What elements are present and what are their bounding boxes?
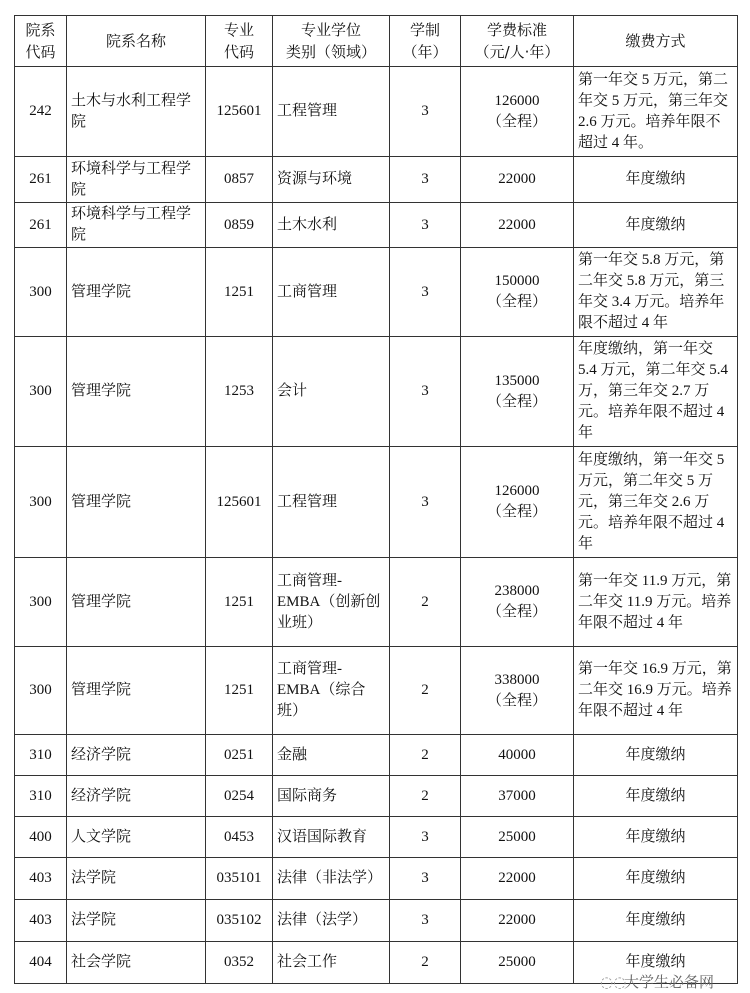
cell-years: 3 <box>390 858 461 900</box>
cell-major: 1251 <box>206 248 273 337</box>
cell-code: 300 <box>15 447 67 558</box>
table-row <box>15 157 738 203</box>
cell-major: 1253 <box>206 337 273 447</box>
cell-years: 3 <box>390 248 461 337</box>
cell-years: 3 <box>390 817 461 858</box>
fee-text: 25000 <box>498 954 536 970</box>
fee-text: 22000 <box>498 870 536 886</box>
cell-major: 035101 <box>206 858 273 900</box>
cell-code: 300 <box>15 558 67 647</box>
cell-fee <box>461 647 574 735</box>
column-header <box>15 16 67 67</box>
cell-field: 法律（非法学） <box>273 858 390 900</box>
fee-text: 338000（全程） <box>486 671 547 709</box>
column-header <box>273 16 390 67</box>
cell-code: 403 <box>15 900 67 942</box>
cell-name: 法学院 <box>67 900 206 942</box>
table-row <box>15 900 738 942</box>
cell-field: 工程管理 <box>273 447 390 558</box>
cell-code: 400 <box>15 817 67 858</box>
column-header-text: 专业代码 <box>224 21 255 61</box>
cell-name: 管理学院 <box>67 558 206 647</box>
watermark-text: 大学生必备网 <box>624 973 715 991</box>
cell-name: 管理学院 <box>67 647 206 735</box>
cell-pay: 年度缴纳 <box>574 157 738 203</box>
cell-years: 2 <box>390 776 461 817</box>
cell-fee <box>461 67 574 157</box>
fee-text: 40000 <box>498 746 536 763</box>
cell-years: 2 <box>390 558 461 647</box>
column-header-text: （元/人·年） <box>474 43 560 61</box>
cell-name: 管理学院 <box>67 447 206 558</box>
cell-years: 3 <box>390 157 461 203</box>
cell-fee <box>461 337 574 447</box>
cell-field: 金融 <box>273 735 390 776</box>
watermark <box>600 974 714 991</box>
column-header-text: 学制（年） <box>402 21 448 61</box>
cell-major: 1251 <box>206 558 273 647</box>
cell-field: 土木水利 <box>273 203 390 248</box>
column-header <box>67 16 206 67</box>
table-row <box>15 337 738 447</box>
cell-pay: 年度缴纳 <box>574 735 738 776</box>
column-header <box>390 16 461 67</box>
table-row <box>15 248 738 337</box>
cell-pay: 年度缴纳，第一年交 5 万元，第二年交 5 万元，第三年交 2.6 万元。培养年限不超过 4 年 <box>574 447 738 558</box>
cell-pay: 第一年交 5.8 万元，第二年交 5.8 万元，第三年交 3.4 万元。培养年限不超过 4 年 <box>574 248 738 337</box>
cell-name: 经济学院 <box>67 776 206 817</box>
cell-pay: 第一年交 16.9 万元，第二年交 16.9 万元。培养年限不超过 4 年 <box>574 647 738 735</box>
tuition-table <box>14 15 738 984</box>
fee-text: 238000（全程） <box>486 583 547 620</box>
cell-major: 125601 <box>206 447 273 558</box>
cell-years: 3 <box>390 900 461 942</box>
column-header-text: 缴费方式 <box>625 32 686 50</box>
cell-pay: 年度缴纳 <box>574 942 738 984</box>
cell-code: 310 <box>15 776 67 817</box>
cell-field: 工商管理 <box>273 248 390 337</box>
cell-fee <box>461 203 574 248</box>
fee-text: 126000（全程） <box>486 92 547 130</box>
column-header <box>206 16 273 67</box>
cell-pay: 年度缴纳 <box>574 900 738 942</box>
cell-field: 国际商务 <box>273 776 390 817</box>
fee-text: 25000 <box>498 828 536 845</box>
cell-name: 社会学院 <box>67 942 206 984</box>
cell-years: 3 <box>390 67 461 157</box>
cell-fee <box>461 558 574 647</box>
table-row <box>15 735 738 776</box>
cell-major: 0859 <box>206 203 273 248</box>
cell-years: 3 <box>390 203 461 248</box>
cell-major: 125601 <box>206 67 273 157</box>
cell-field: 法律（法学） <box>273 900 390 942</box>
table-row <box>15 67 738 157</box>
cell-name: 环境科学与工程学院 <box>67 203 206 248</box>
cell-pay: 年度缴纳，第一年交 5.4 万元，第二年交 5.4 万，第三年交 2.7 万元。培养年限不超过 4 年 <box>574 337 738 447</box>
column-header-text: 院系名称 <box>105 32 166 50</box>
cell-years: 2 <box>390 735 461 776</box>
cell-major: 0857 <box>206 157 273 203</box>
cell-field: 工商管理-EMBA（综合班） <box>273 647 390 735</box>
cell-field: 资源与环境 <box>273 157 390 203</box>
fee-text: 126000（全程） <box>486 483 547 520</box>
column-header-text: 专业学位 <box>300 21 361 39</box>
cell-field: 社会工作 <box>273 942 390 984</box>
fee-text: 37000 <box>498 787 536 804</box>
cell-name: 管理学院 <box>67 337 206 447</box>
cell-pay: 年度缴纳 <box>574 203 738 248</box>
cell-field: 汉语国际教育 <box>273 817 390 858</box>
cell-code: 261 <box>15 203 67 248</box>
cell-major: 0453 <box>206 817 273 858</box>
wechat-icon: ◌◌ <box>600 973 627 991</box>
column-header <box>574 16 738 67</box>
table-header-row <box>15 16 738 67</box>
cell-code: 261 <box>15 157 67 203</box>
cell-years: 3 <box>390 447 461 558</box>
cell-code: 403 <box>15 858 67 900</box>
fee-text: 135000（全程） <box>486 372 547 410</box>
cell-name: 环境科学与工程学院 <box>67 157 206 203</box>
cell-major: 035102 <box>206 900 273 942</box>
cell-pay: 年度缴纳 <box>574 817 738 858</box>
table-row <box>15 647 738 735</box>
cell-pay: 第一年交 5 万元，第二年交 5 万元，第三年交 2.6 万元。培养年限不超过 4 年。 <box>574 67 738 157</box>
fee-text: 22000 <box>498 912 536 928</box>
cell-name: 人文学院 <box>67 817 206 858</box>
column-header-text: 类别（领域） <box>285 43 376 61</box>
cell-code: 300 <box>15 647 67 735</box>
cell-fee <box>461 157 574 203</box>
cell-code: 242 <box>15 67 67 157</box>
column-header-text: 学费标准 <box>486 21 547 39</box>
cell-pay: 年度缴纳 <box>574 858 738 900</box>
cell-fee <box>461 817 574 858</box>
cell-major: 0254 <box>206 776 273 817</box>
cell-name: 经济学院 <box>67 735 206 776</box>
table-row <box>15 447 738 558</box>
table-row <box>15 776 738 817</box>
cell-name: 法学院 <box>67 858 206 900</box>
cell-field: 会计 <box>273 337 390 447</box>
fee-text: 22000 <box>498 216 536 233</box>
fee-text: 22000 <box>498 171 536 187</box>
cell-pay: 年度缴纳 <box>574 776 738 817</box>
column-header <box>461 16 574 67</box>
cell-code: 404 <box>15 942 67 984</box>
cell-field: 工商管理-EMBA（创新创业班） <box>273 558 390 647</box>
cell-fee <box>461 942 574 984</box>
cell-major: 0251 <box>206 735 273 776</box>
table-row <box>15 858 738 900</box>
cell-fee <box>461 858 574 900</box>
cell-code: 300 <box>15 337 67 447</box>
cell-fee <box>461 447 574 558</box>
cell-years: 2 <box>390 647 461 735</box>
table-row <box>15 203 738 248</box>
cell-pay: 第一年交 11.9 万元，第二年交 11.9 万元。培养年限不超过 4 年 <box>574 558 738 647</box>
cell-fee <box>461 248 574 337</box>
cell-fee <box>461 735 574 776</box>
column-header-text: 院系代码 <box>25 21 56 61</box>
cell-major: 0352 <box>206 942 273 984</box>
cell-name: 管理学院 <box>67 248 206 337</box>
fee-text: 150000（全程） <box>486 273 547 310</box>
cell-years: 2 <box>390 942 461 984</box>
cell-years: 3 <box>390 337 461 447</box>
table-row <box>15 558 738 647</box>
cell-name: 土木与水利工程学院 <box>67 67 206 157</box>
cell-major: 1251 <box>206 647 273 735</box>
cell-fee <box>461 900 574 942</box>
table-row <box>15 817 738 858</box>
cell-code: 300 <box>15 248 67 337</box>
cell-fee <box>461 776 574 817</box>
cell-field: 工程管理 <box>273 67 390 157</box>
cell-code: 310 <box>15 735 67 776</box>
